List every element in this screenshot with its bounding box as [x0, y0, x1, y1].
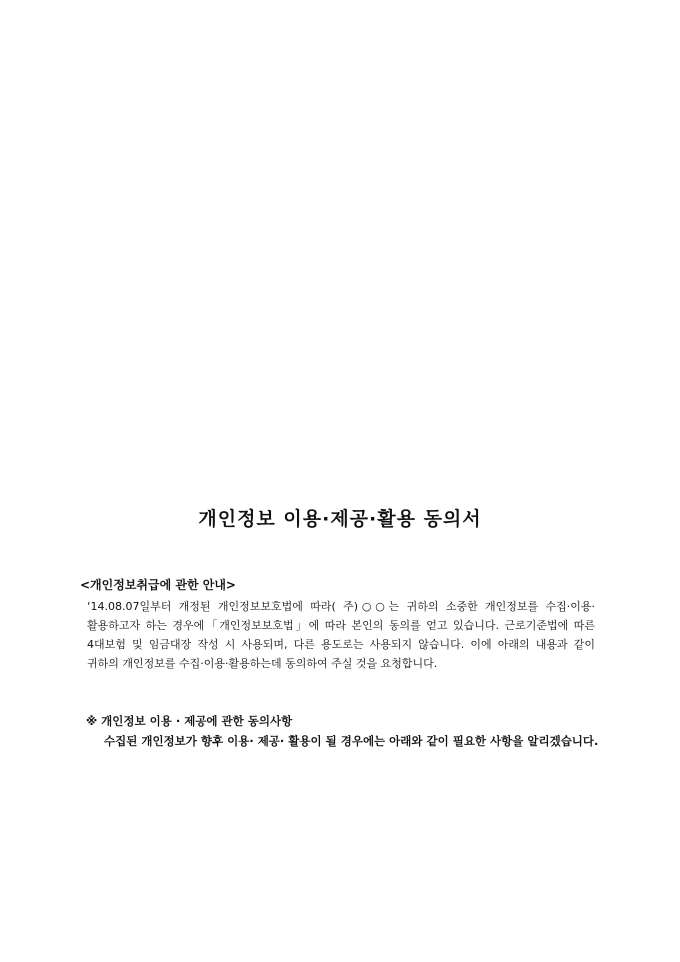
privacy-notice-section: [80, 575, 595, 673]
privacy-notice-heading: <개인정보취급에 관한 안내>: [80, 578, 236, 592]
document-title: 개인정보 이용·제공·활용 동의서: [198, 508, 482, 530]
consent-section: [86, 711, 606, 752]
consent-body: 수집된 개인정보가 향후 이용· 제공· 활용이 될 경우에는 아래와 같이 필요한 사항을 알리겠습니다.: [104, 734, 599, 748]
consent-heading: ※ 개인정보 이용 · 제공에 관한 동의사항: [86, 714, 293, 728]
privacy-notice-body: ‘14.08.07일부터 개정된 개인정보보호법에 따라( 주)○○는 귀하의 소중한 개인정보를 수집·이용·활용하고자 하는 경우에「개인정보보호법」에 따라 본인의 동의를 얻고 있습니다. 근로기준법에 따른 4대보험 및 임금대장 작성 시 사용되며, 다른 용도로는 사용되지 않습니다. 이에 아래의 내용과 같이 귀하의 개인정보를 수집·이용·활용하는데 동의하여 주실 것을 요청합니다.: [87, 600, 595, 670]
